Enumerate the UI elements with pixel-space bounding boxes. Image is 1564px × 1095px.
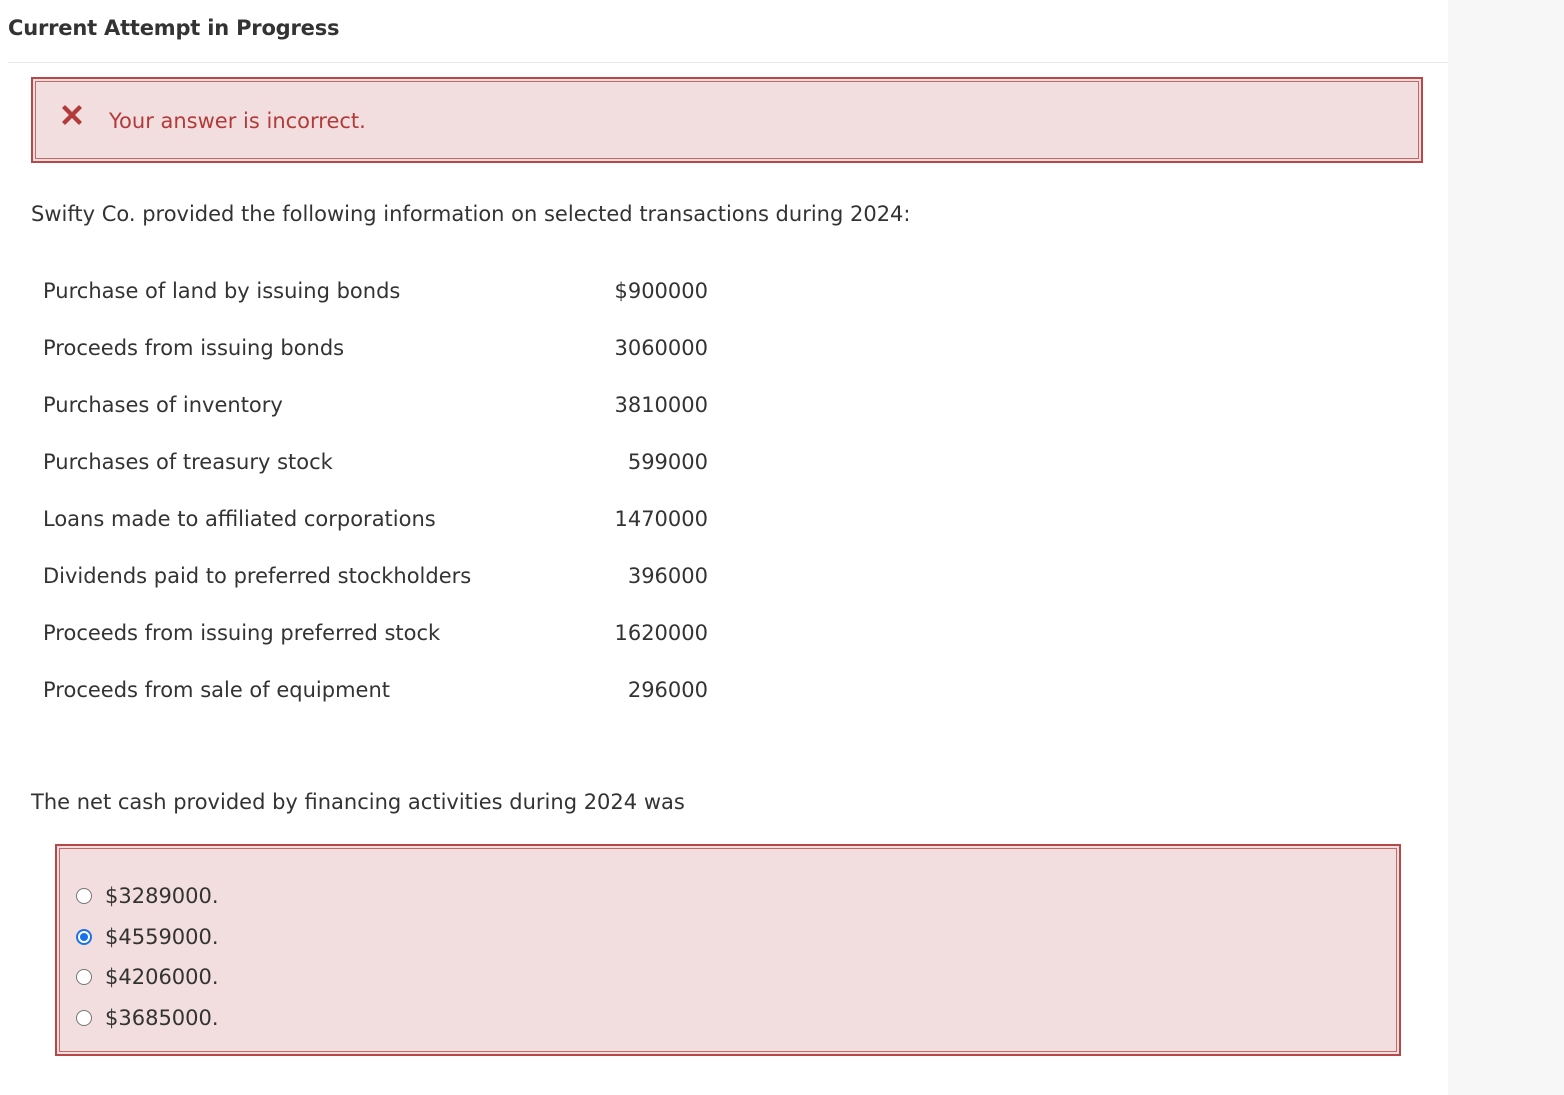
transaction-value: 3060000: [614, 336, 708, 360]
table-row: [43, 564, 713, 621]
answer-option[interactable]: [76, 957, 219, 998]
table-row: [43, 507, 713, 564]
radio-button[interactable]: [76, 888, 92, 904]
feedback-message: Your answer is incorrect.: [109, 109, 366, 133]
transaction-label: Proceeds from sale of equipment: [43, 678, 390, 702]
table-row: [43, 393, 713, 450]
transaction-label: Purchases of treasury stock: [43, 450, 333, 474]
transaction-value: 599000: [627, 450, 708, 474]
answer-option-label[interactable]: $3289000.: [105, 884, 219, 909]
transaction-label: Purchases of inventory: [43, 393, 283, 417]
question-intro: Swifty Co. provided the following information on selected transactions during 2024:: [31, 202, 911, 226]
transactions-table: [43, 279, 713, 735]
table-row: [43, 279, 713, 336]
answer-option[interactable]: [76, 998, 219, 1039]
table-row: [43, 678, 713, 735]
transaction-label: Proceeds from issuing bonds: [43, 336, 345, 360]
answer-option[interactable]: [76, 876, 219, 917]
answer-option[interactable]: [76, 917, 219, 958]
transaction-value: 1620000: [614, 621, 708, 645]
feedback-banner: [31, 77, 1423, 163]
answer-option-label[interactable]: $4559000.: [105, 924, 219, 949]
answer-option-label[interactable]: $3685000.: [105, 1005, 219, 1030]
radio-button[interactable]: [76, 1010, 92, 1026]
answer-option-label[interactable]: $4206000.: [105, 965, 219, 990]
right-margin-strip: [1448, 0, 1564, 1095]
transaction-value: 296000: [627, 678, 708, 702]
table-row: [43, 621, 713, 678]
transaction-label: Dividends paid to preferred stockholders: [43, 564, 472, 588]
transaction-value: 1470000: [614, 507, 708, 531]
header-divider: [8, 62, 1448, 63]
radio-button[interactable]: [76, 969, 92, 985]
question-prompt: The net cash provided by financing activities during 2024 was: [31, 790, 685, 814]
transaction-value: $900000: [614, 279, 708, 303]
table-row: [43, 450, 713, 507]
answer-choices-box: [55, 844, 1401, 1056]
transaction-label: Loans made to affiliated corporations: [43, 507, 436, 531]
answer-options: [76, 876, 219, 1038]
page-title: Current Attempt in Progress: [8, 16, 340, 40]
transaction-label: Purchase of land by issuing bonds: [43, 279, 401, 303]
transaction-value: 3810000: [614, 393, 708, 417]
table-row: [43, 336, 713, 393]
transaction-value: 396000: [627, 564, 708, 588]
close-icon: [58, 101, 86, 129]
transaction-label: Proceeds from issuing preferred stock: [43, 621, 441, 645]
radio-button-selected[interactable]: [76, 929, 92, 945]
